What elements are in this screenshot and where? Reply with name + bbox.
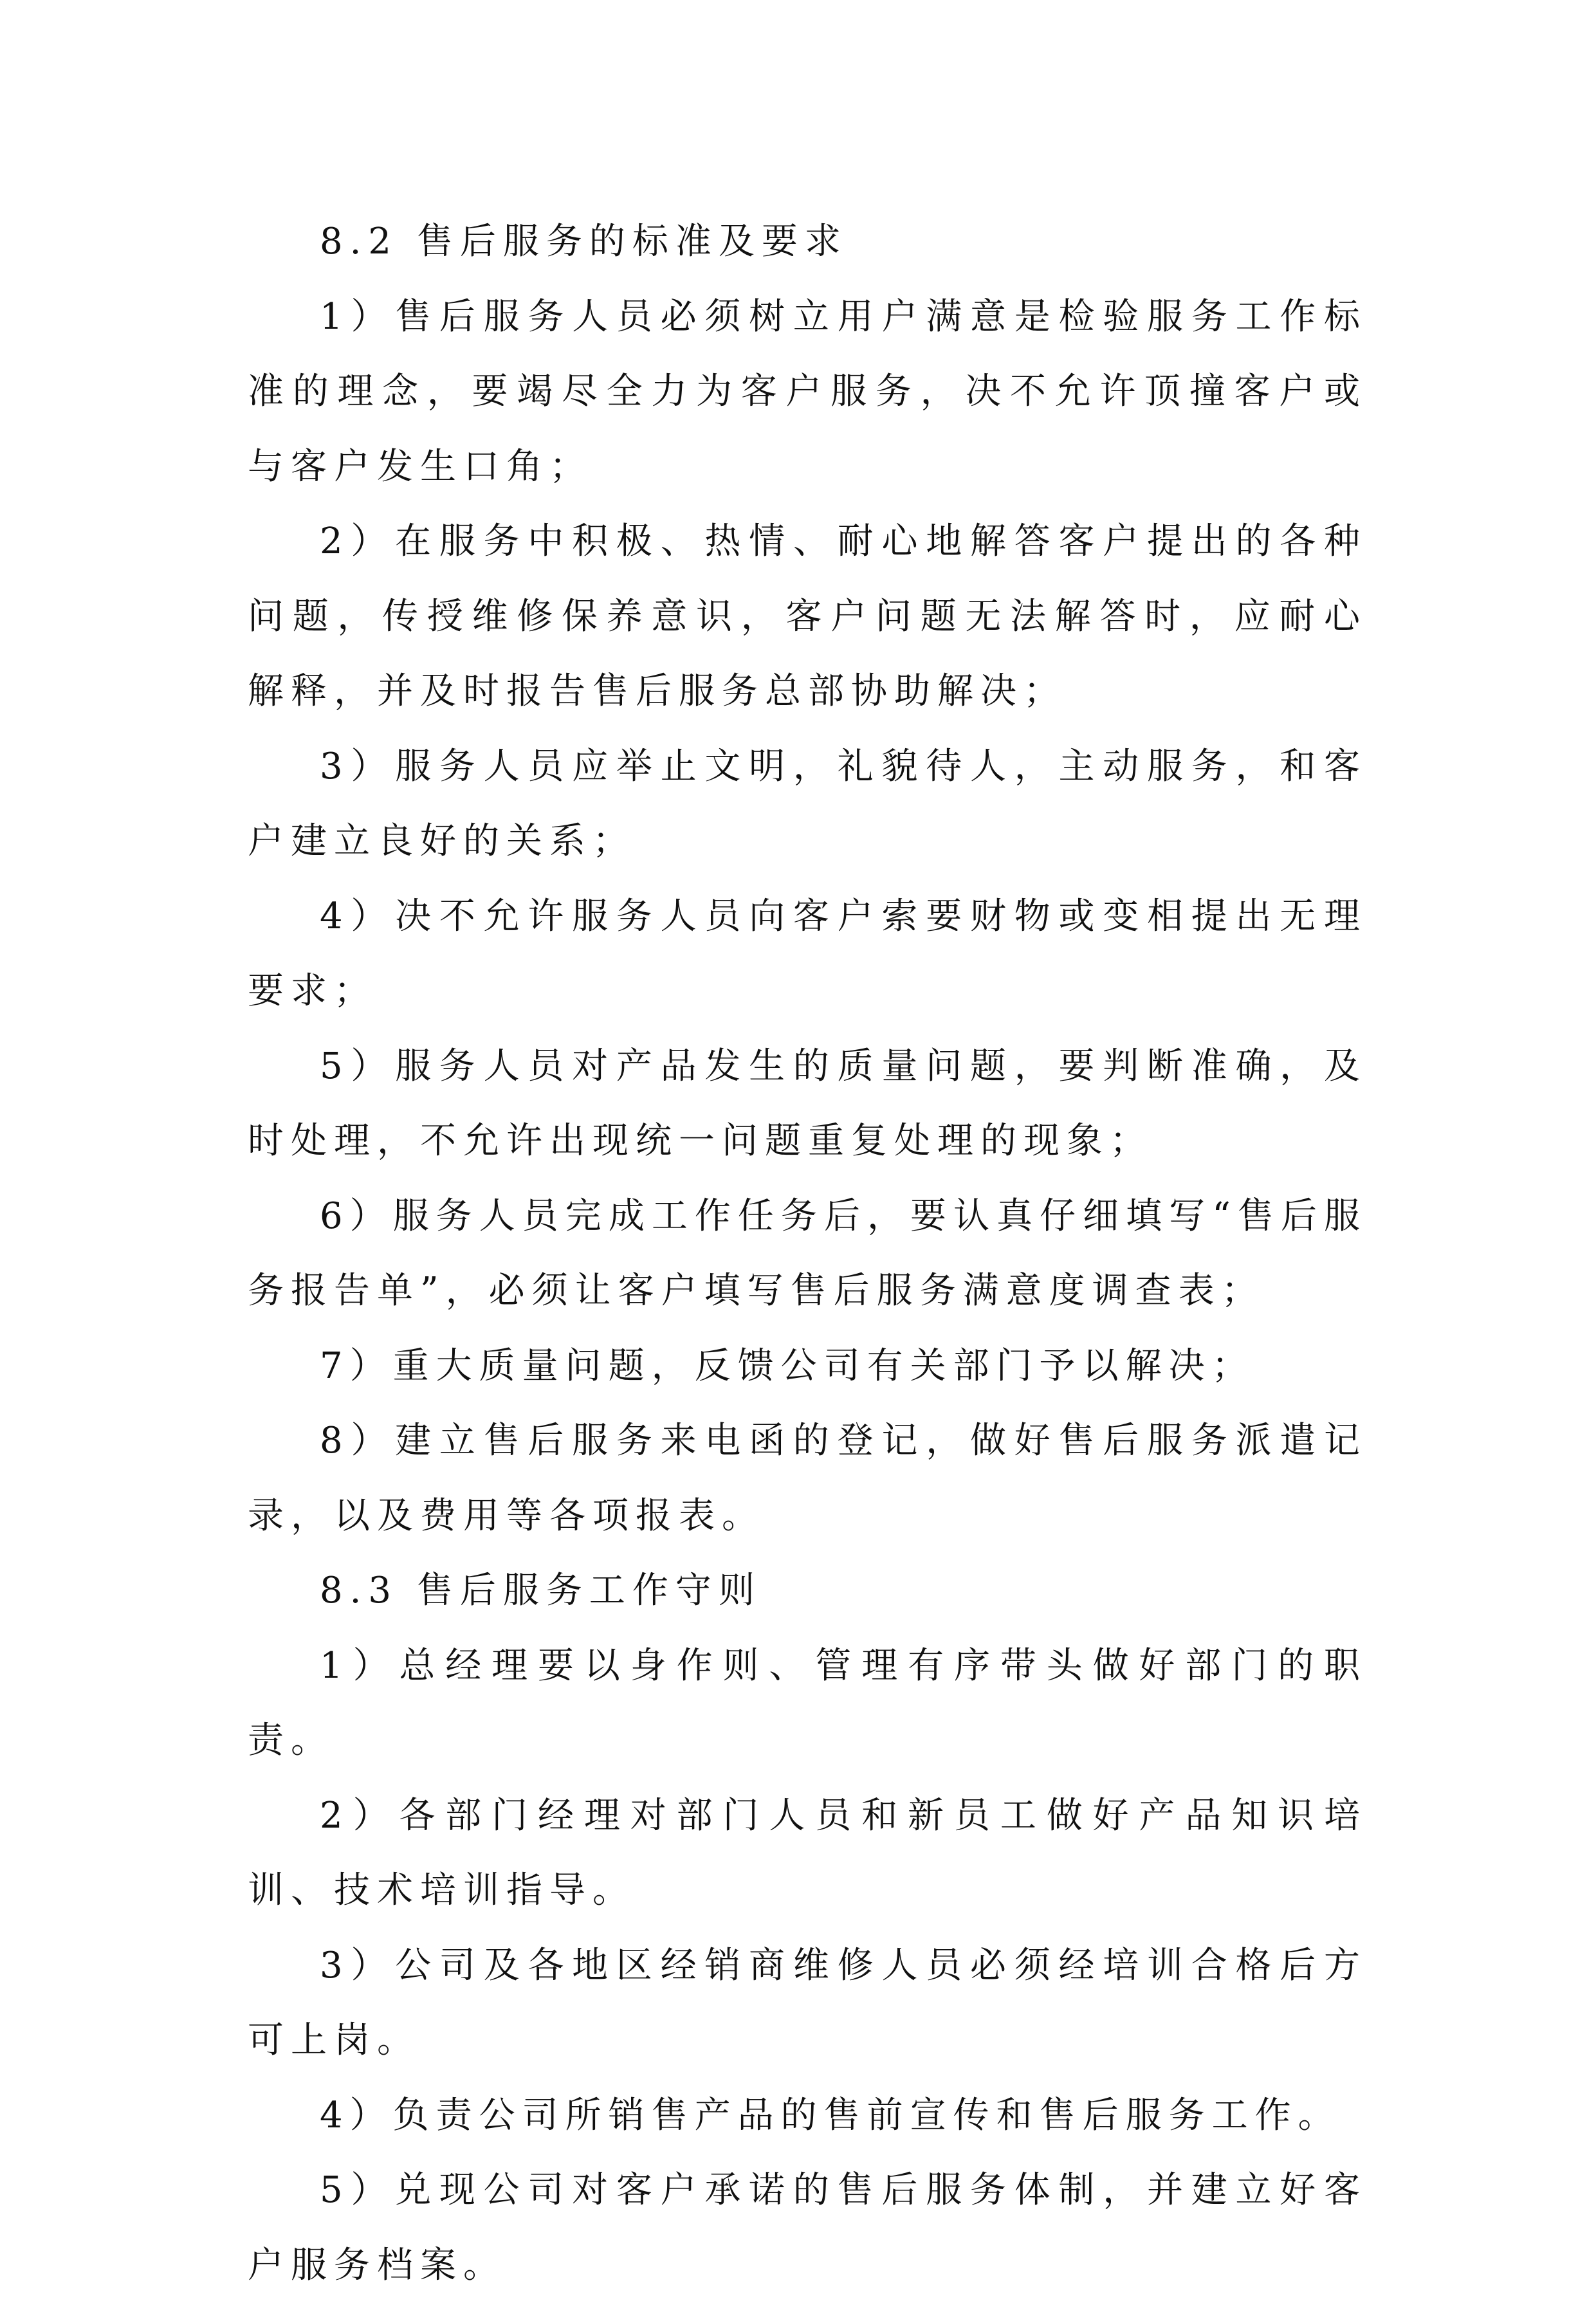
list-item: 4）决不允许服务人员向客户索要财物或变相提出无理要求； xyxy=(248,895,1367,1012)
list-item: 5）服务人员对产品发生的质量问题，要判断准确，及时处理，不允许出现统一问题重复处理的现象； xyxy=(248,1045,1367,1162)
section-heading-8-3: 8.3 售后服务工作守则 xyxy=(320,1570,762,1611)
list-item: 1）售后服务人员必须树立用户满意是检验服务工作标准的理念，要竭尽全力为客户服务，决不允许顶撞客户或与客户发生口角； xyxy=(248,295,1367,488)
list-item: 2）在服务中积极、热情、耐心地解答客户提出的各种问题，传授维修保养意识，客户问题无法解答时，应耐心解释，并及时报告售后服务总部协助解决； xyxy=(248,520,1367,712)
list-item: 3）服务人员应举止文明，礼貌待人，主动服务，和客户建立良好的关系； xyxy=(248,745,1367,862)
list-item: 2）各部门经理对部门人员和新员工做好产品知识培训、技术培训指导。 xyxy=(248,1794,1367,1911)
section-heading-8-2: 8.2 售后服务的标准及要求 xyxy=(320,221,848,262)
list-item: 6）服务人员完成工作任务后，要认真仔细填写“售后服务报告单”，必须让客户填写售后服务满意度调查表； xyxy=(248,1195,1367,1312)
document-body xyxy=(248,205,1367,2303)
list-item: 7）重大质量问题，反馈公司有关部门予以解决； xyxy=(320,1344,1255,1387)
list-item: 3）公司及各地区经销商维修人员必须经培训合格后方可上岗。 xyxy=(248,1944,1367,2061)
list-item: 4）负责公司所销售产品的售前宣传和售后服务工作。 xyxy=(320,2094,1341,2136)
list-item: 8）建立售后服务来电函的登记，做好售后服务派遣记录，以及费用等各项报表。 xyxy=(248,1420,1367,1537)
list-item: 1）总经理要以身作则、管理有序带头做好部门的职责。 xyxy=(248,1644,1367,1761)
list-item: 5）兑现公司对客户承诺的售后服务体制，并建立好客户服务档案。 xyxy=(248,2169,1367,2286)
